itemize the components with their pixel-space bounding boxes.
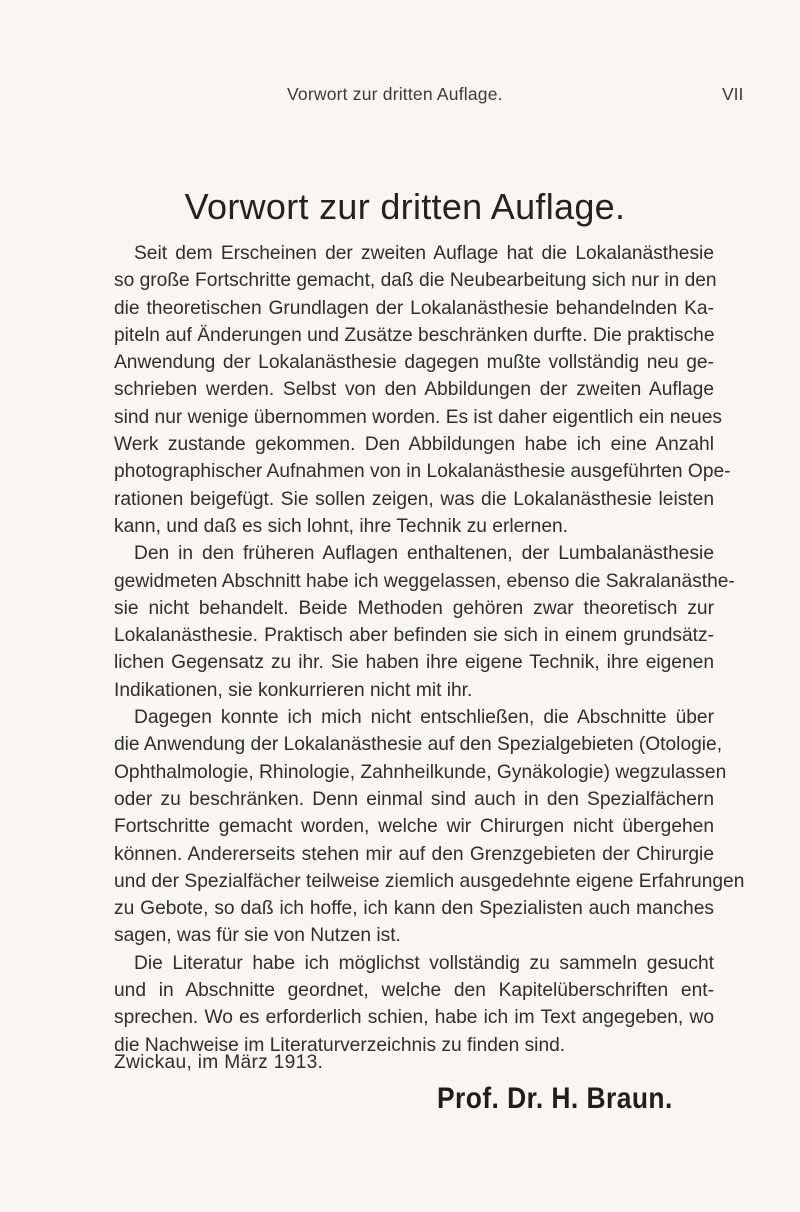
chapter-title: Vorwort zur dritten Auflage. (184, 186, 626, 227)
text-line: kann, und daß es sich lohnt, ihre Technik zu erlernen. (114, 515, 569, 537)
text-line: Ophthalmologie, Rhinologie, Zahnheilkunde, Gynäkologie) wegzulassen (114, 761, 727, 783)
text-line: Dagegen konnte ich mich nicht entschließen, die Abschnitte über (134, 707, 714, 729)
text-line: Lokalanästhesie. Praktisch aber befinden sie sich in einem grundsätz- (114, 625, 714, 647)
page-number: VII (722, 84, 744, 104)
text-line: Werk zustande gekommen. Den Abbildungen habe ich eine Anzahl (114, 434, 714, 456)
text-line: Anwendung der Lokalanästhesie dagegen mußte vollständig neu ge- (114, 352, 714, 374)
text-line: zu Gebote, so daß ich hoffe, ich kann den Spezialisten auch manches (114, 898, 714, 920)
text-line: schrieben werden. Selbst von den Abbildungen der zweiten Auflage (114, 379, 714, 401)
text-line: piteln auf Änderungen und Zusätze beschränken durfte. Die praktische (114, 324, 715, 346)
text-line: können. Andererseits stehen mir auf den Grenzgebieten der Chirurgie (114, 843, 714, 865)
text-line: rationen beigefügt. Sie sollen zeigen, was die Lokalanästhesie leisten (114, 488, 714, 510)
paragraph-3 (94, 704, 745, 950)
paragraph-2 (94, 540, 735, 704)
paragraph-4 (94, 950, 714, 1059)
running-title: Vorwort zur dritten Auflage. (287, 84, 503, 104)
text-line: die Anwendung der Lokalanästhesie auf den Spezialgebieten (Otologie, (114, 734, 723, 756)
text-line: sprechen. Wo es erforderlich schien, habe ich im Text angegeben, wo (114, 1007, 714, 1029)
text-line: sie nicht behandelt. Beide Methoden gehören zwar theoretisch zur (114, 597, 714, 619)
text-line: Seit dem Erscheinen der zweiten Auflage hat die Lokalanästhesie (134, 243, 714, 264)
text-line: oder zu beschränken. Denn einmal sind auch in den Spezialfächern (114, 788, 714, 810)
author-signature: Prof. Dr. H. Braun. (437, 1082, 673, 1115)
text-line: photographischer Aufnahmen von in Lokalanästhesie ausgeführten Ope- (114, 461, 731, 483)
text-line: gewidmeten Abschnitt habe ich weggelassen, ebenso die Sakralanästhe- (114, 570, 735, 592)
place-date: Zwickau, im März 1913. (114, 1052, 324, 1073)
text-line: sagen, was für sie von Nutzen ist. (114, 925, 401, 947)
text-line: und in Abschnitte geordnet, welche den Kapitelüberschriften ent- (114, 980, 714, 1002)
text-line: Fortschritte gemacht worden, welche wir Chirurgen nicht übergehen (114, 816, 714, 838)
text-line: Indikationen, sie konkurrieren nicht mit ihr. (114, 679, 473, 701)
text-line: die Nachweise im Literaturverzeichnis zu finden sind. (114, 1034, 566, 1056)
text-line: und der Spezialfächer teilweise ziemlich ausgedehnte eigene Erfahrungen (114, 870, 745, 892)
text-line: lichen Gegensatz zu ihr. Sie haben ihre eigene Technik, ihre eigenen (114, 652, 714, 674)
body-text (94, 240, 745, 1059)
text-line: Den in den früheren Auflagen enthaltenen, der Lumbalanästhesie (134, 543, 714, 565)
text-line: Die Literatur habe ich möglichst vollständig zu sammeln gesucht (134, 952, 714, 974)
text-line: die theoretischen Grundlagen der Lokalanästhesie behandelnden Ka- (114, 297, 714, 319)
text-line: so große Fortschritte gemacht, daß die Neubearbeitung sich nur in den (114, 270, 717, 292)
paragraph-1 (94, 240, 731, 540)
running-head (0, 84, 800, 110)
text-line: sind nur wenige übernommen worden. Es ist daher eigentlich ein neues (114, 406, 722, 428)
